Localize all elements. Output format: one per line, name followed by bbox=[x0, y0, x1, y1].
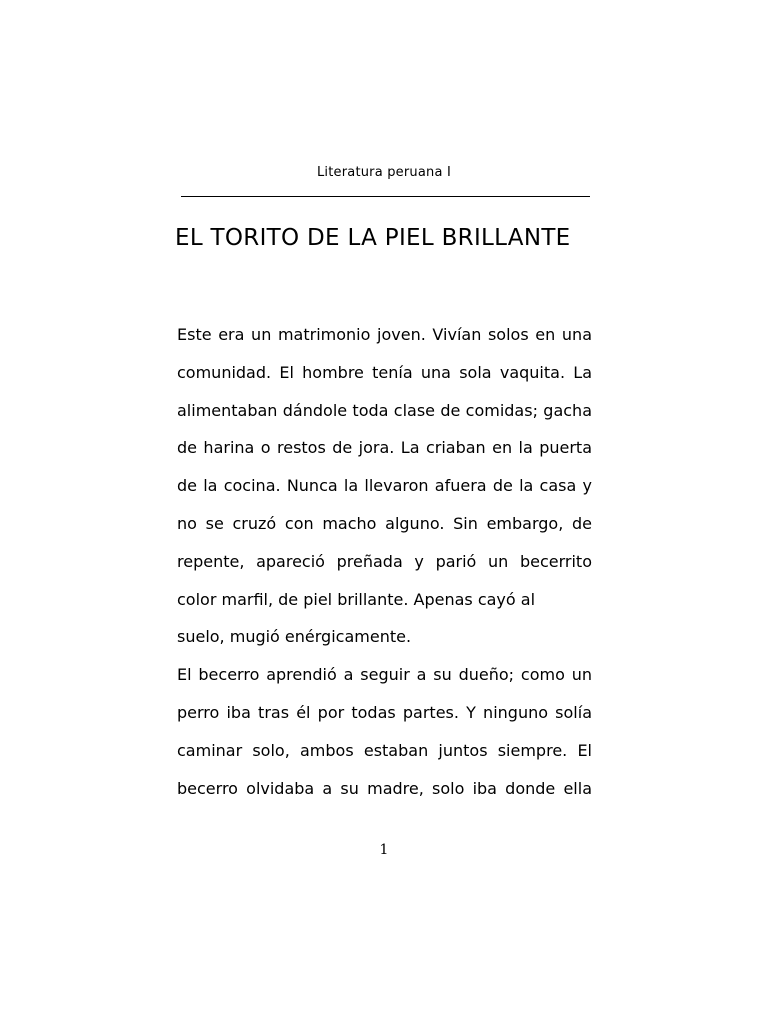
story-body bbox=[177, 316, 592, 807]
text-line: becerro olvidaba a su madre, solo iba donde ella bbox=[177, 778, 592, 798]
text-line: alimentaban dándole toda clase de comidas; gacha bbox=[177, 400, 592, 420]
text-line: Este era un matrimonio joven. Vivían solos en una bbox=[177, 325, 592, 344]
header-divider bbox=[181, 196, 590, 197]
text-line: suelo, mugió enérgicamente. bbox=[177, 627, 412, 647]
text-line: comunidad. El hombre tenía una sola vaquita. La bbox=[177, 362, 592, 382]
text-line: color marfil, de piel brillante. Apenas cayó al bbox=[177, 589, 536, 609]
text-line: caminar solo, ambos estaban juntos siempre. El bbox=[177, 740, 592, 760]
story-title: EL TORITO DE LA PIEL BRILLANTE bbox=[175, 225, 571, 251]
text-line: repente, apareció preñada y parió un becerrito bbox=[177, 551, 592, 571]
text-line: no se cruzó con macho alguno. Sin embargo, de bbox=[177, 513, 592, 533]
page-number: 1 bbox=[379, 842, 389, 858]
running-header: Literatura peruana I bbox=[316, 165, 451, 180]
text-line: perro iba tras él por todas partes. Y ninguno solía bbox=[177, 702, 592, 722]
text-line: de la cocina. Nunca la llevaron afuera de la casa y bbox=[177, 476, 592, 496]
text-line: de harina o restos de jora. La criaban en la puerta bbox=[177, 438, 592, 458]
text-line: El becerro aprendió a seguir a su dueño; como un bbox=[177, 665, 592, 685]
